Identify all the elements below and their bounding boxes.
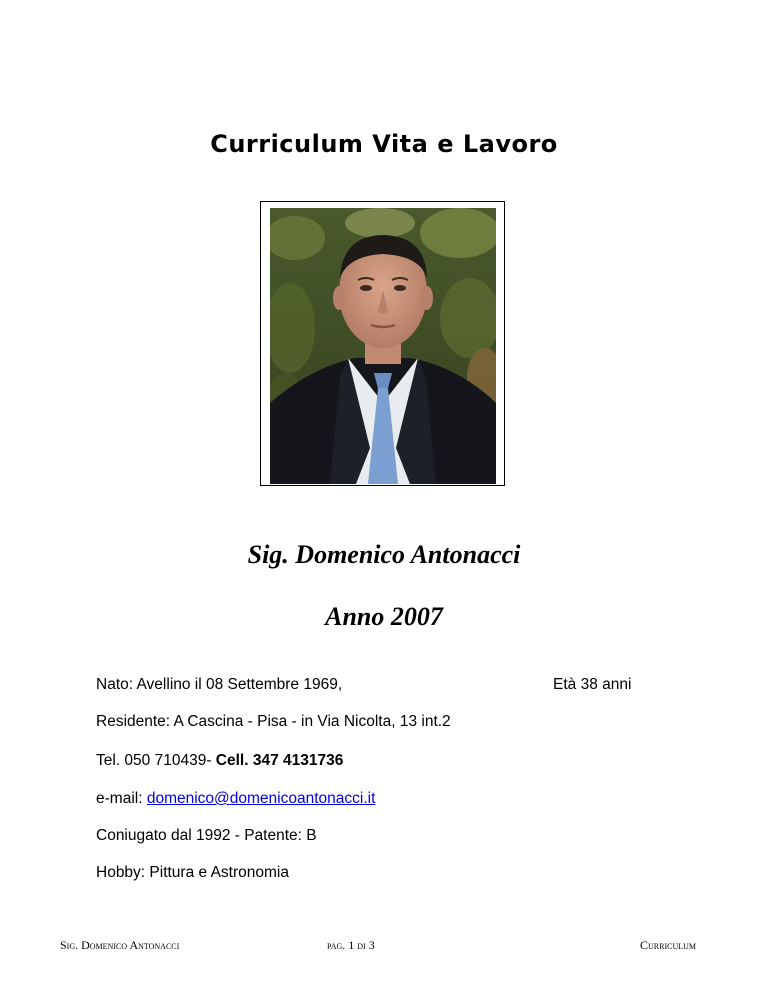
email-label: e-mail: (96, 790, 143, 807)
document-year: Anno 2007 (325, 602, 443, 631)
portrait-frame (260, 201, 505, 486)
residence-info: Residente: A Cascina - Pisa - in Via Nicolta, 13 int.2 (96, 713, 451, 730)
cell-number: Cell. 347 4131736 (215, 752, 344, 769)
age-info: Età 38 anni (553, 676, 632, 693)
email-link[interactable]: domenico@domenicoantonacci.it (146, 790, 376, 807)
hobby-info: Hobby: Pittura e Astronomia (96, 864, 289, 881)
candidate-name: Sig. Domenico Antonacci (247, 540, 521, 569)
portrait-photo (270, 208, 496, 484)
footer-author: Sig. Domenico Antonacci (60, 938, 180, 952)
footer-doc-type: Curriculum (639, 938, 696, 952)
birth-info: Nato: Avellino il 08 Settembre 1969, (96, 676, 343, 693)
document-title: Curriculum Vita e Lavoro (210, 130, 558, 158)
phone-number: Tel. 050 710439- (96, 752, 212, 769)
footer-page-number: pag. 1 di 3 (327, 938, 375, 952)
phone-line (96, 752, 343, 770)
email-line (96, 790, 375, 808)
marital-info: Coniugato dal 1992 - Patente: B (96, 827, 317, 844)
